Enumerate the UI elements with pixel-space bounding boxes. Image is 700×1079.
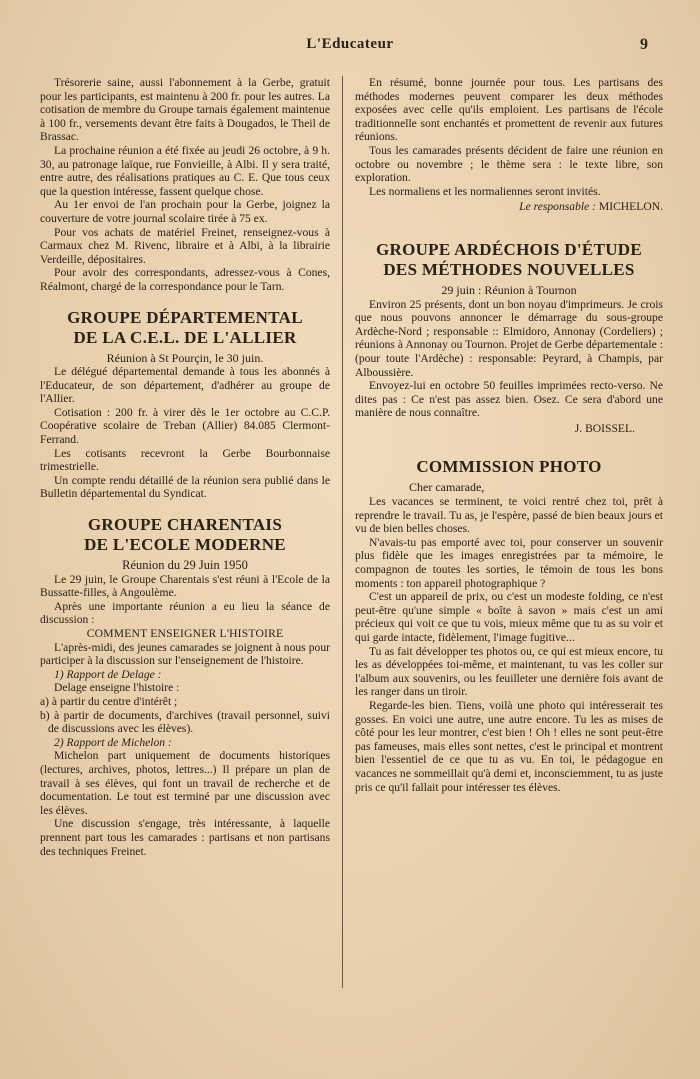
paragraph: Environ 25 présents, dont un bon noyau d'imprimeurs. Je crois que nous pouvons annoncer le démarrage du sous-groupe Ardèche-Nord ; responsable :: Elmidoro, Annonay (Cordeliers) ; réunions à Annonay ou Tournon. Projet de Gerbe départementale : (pour toute l'Ardèche) : responsable: Peyrard, à Champis, par Alboussière. <box>355 297 663 379</box>
page-header <box>40 36 660 56</box>
signature-name: MICHELON. <box>598 200 663 214</box>
paragraph: Les normaliens et les normaliennes seront invités. <box>369 184 601 198</box>
paragraph: La prochaine réunion a été fixée au jeudi 26 octobre, à 9 h. 30, au patronage laïque, rue Fonvieille, à Albi. Il y sera traité, entre autre, des réalisations pratiques au C. E. Que tous ceux que la question intéresse, fassent quelque chose. <box>40 143 330 198</box>
section-title-charentais <box>40 515 330 555</box>
section-subtitle: Réunion du 29 Juin 1950 <box>122 558 248 573</box>
caps-heading: COMMENT ENSEIGNER L'HISTOIRE <box>86 627 284 640</box>
section-subtitle: Réunion à St Pourçin, le 30 juin. <box>106 350 264 365</box>
paragraph: L'après-midi, des jeunes camarades se joignent à nous pour participer à la discussion sur l'enseignement de l'histoire. <box>40 640 330 668</box>
paragraph: Les vacances se terminent, te voici rentré chez toi, prêt à reprendre le travail. Tu as, je l'espère, passé de bien beaux jours et vu de bien belles choses. <box>355 495 663 536</box>
signature-label: Le responsable : <box>519 200 596 214</box>
signature-name: J. BOISSEL. <box>574 421 635 435</box>
title-line: DES MÉTHODES NOUVELLES <box>383 259 635 279</box>
paragraph: Pour avoir des correspondants, adressez-vous à Cones, Réalmont, chargé de la correspondance pour le Tarn. <box>40 266 330 293</box>
section-subtitle: 29 juin : Réunion à Tournon <box>441 282 577 297</box>
report-heading: 1) Rapport de Delage : <box>54 667 162 681</box>
paragraph: C'est un appareil de prix, ou c'est un modeste folding, ce n'est peut-être qu'une simple « boîte à savon » mais c'est un ami précieux qui voit ce que tu vois, mieux même que tu as su voir et qui garde intacte, fidèlement, l'image fugitive... <box>355 590 663 644</box>
paragraph: Envoyez-lui en octobre 50 feuilles imprimées recto-verso. Ne dites pas : Ce n'est pas assez bien. Osez. Ce sera d'abord une manière de nous connaître. <box>355 379 663 420</box>
column-divider <box>342 76 343 988</box>
paragraph: N'avais-tu pas emporté avec toi, pour conserver un souvenir plus fidèle que les images enregistrées par ta mémoire, le compagnon de toutes les sorties, le témoin de tous les bons moments : ton appareil photographique ? <box>355 535 663 590</box>
paragraph: Delage enseigne l'histoire : <box>54 681 180 695</box>
paragraph: Un compte rendu détaillé de la réunion sera publié dans le Bulletin départemental du Syndicat. <box>40 473 330 501</box>
salutation: Cher camarade, <box>409 480 485 495</box>
title-line: GROUPE DÉPARTEMENTAL <box>67 307 303 327</box>
section-title-allier <box>40 308 330 348</box>
title-line: GROUPE CHARENTAIS <box>87 515 283 535</box>
report-heading: 2) Rapport de Michelon : <box>54 735 172 749</box>
paragraph: Le 29 juin, le Groupe Charentais s'est réuni à l'Ecole de la Bussatte-filles, à Angoulème. <box>40 572 330 600</box>
paragraph: Cotisation : 200 fr. à virer dès le 1er octobre au C.C.P. Coopérative scolaire de Treban (Allier) 84.085 Clermont-Ferrand. <box>40 405 330 447</box>
left-column <box>40 76 330 858</box>
section-title-photo: COMMISSION PHOTO <box>416 457 602 477</box>
section-title-ardeche <box>355 240 663 280</box>
right-column <box>355 76 663 794</box>
page-number: 9 <box>640 36 648 53</box>
paragraph: En résumé, bonne journée pour tous. Les partisans des méthodes modernes peuvent comparer les deux méthodes exposées avec celle qu'ils emploient. Les partisans de l'école traditionnelle sont enchantés et promettent de revenir aux futures réunions. <box>355 76 663 144</box>
paragraph: Trésorerie saine, aussi l'abonnement à la Gerbe, gratuit pour les participants, est maintenu à 200 fr. pour les autres. La cotisation de membre du Groupe tarnais également maintenue à 100 fr., versements devant être faits à Dougados, le Theil de Brassac. <box>40 76 330 144</box>
title-line: DE LA C.E.L. DE L'ALLIER <box>73 327 297 347</box>
list-item: a) à partir du centre d'intérêt ; <box>40 694 178 708</box>
paragraph: Le délégué départemental demande à tous les abonnés à l'Educateur, de son département, d'adhérer au groupe de l'Allier. <box>40 365 330 406</box>
paragraph: Michelon part uniquement de documents historiques (lectures, archives, photos, lettres...) Il prépare un plan de travail à ses élèves, qui font un travail de recherche et de documentation. Le tout est terminé par une discussion avec les élèves. <box>40 749 330 817</box>
paragraph: Au 1er envoi de l'an prochain pour la Gerbe, joignez la couverture de votre journal scolaire tirée à 75 ex. <box>40 198 330 225</box>
list-item: b) à partir de documents, d'archives (travail personnel, suivi de discussions avec les élèves). <box>40 708 330 736</box>
paragraph: Une discussion s'engage, très intéressante, à laquelle prennent part tous les camarades : partisans et non partisans des techniques Freinet. <box>40 817 330 858</box>
title-line: DE L'ECOLE MODERNE <box>84 535 286 555</box>
signature-line <box>355 200 663 214</box>
paragraph: Les cotisants recevront la Gerbe Bourbonnaise trimestrielle. <box>40 446 330 474</box>
paragraph: Pour vos achats de matériel Freinet, renseignez-vous à Carmaux chez M. Rivenc, libraire et à Albi, à la librairie Verdeille, dépositaires. <box>40 225 330 266</box>
paragraph: Tous les camarades présents décident de faire une réunion en octobre ou novembre ; le thème sera : le texte libre, son exploration. <box>355 143 663 185</box>
paragraph: Regarde-les bien. Tiens, voilà une photo qui intéresserait tes gosses. En voici une autre, une autre encore. Tu les as mises de côté pour les leur montrer, c'est bien ! Oh ! elles ne sont peut-être pas fameuses, mais elles sont nettes, c'est le principal et montrent bien l'essentiel de ce que tu as vu. En toi, le pédagogue en vacances ne sommeillait qu'à demi et, inconsciemment, tu as juste pris ce qu'il fallait pour intéresser tes élèves. <box>355 698 663 794</box>
paragraph: Après une importante réunion a eu lieu la séance de discussion : <box>40 599 330 627</box>
title-line: GROUPE ARDÉCHOIS D'ÉTUDE <box>375 239 643 259</box>
journal-title: L'Educateur <box>306 36 394 52</box>
paragraph: Tu as fait développer tes photos ou, ce qui est mieux encore, tu les as développées toi-même, et maintenant, tu vas les coller sur l'album aux souvenirs, ou les feuilleter une dernière fois avant de les ranger dans un tiroir. <box>355 644 663 699</box>
